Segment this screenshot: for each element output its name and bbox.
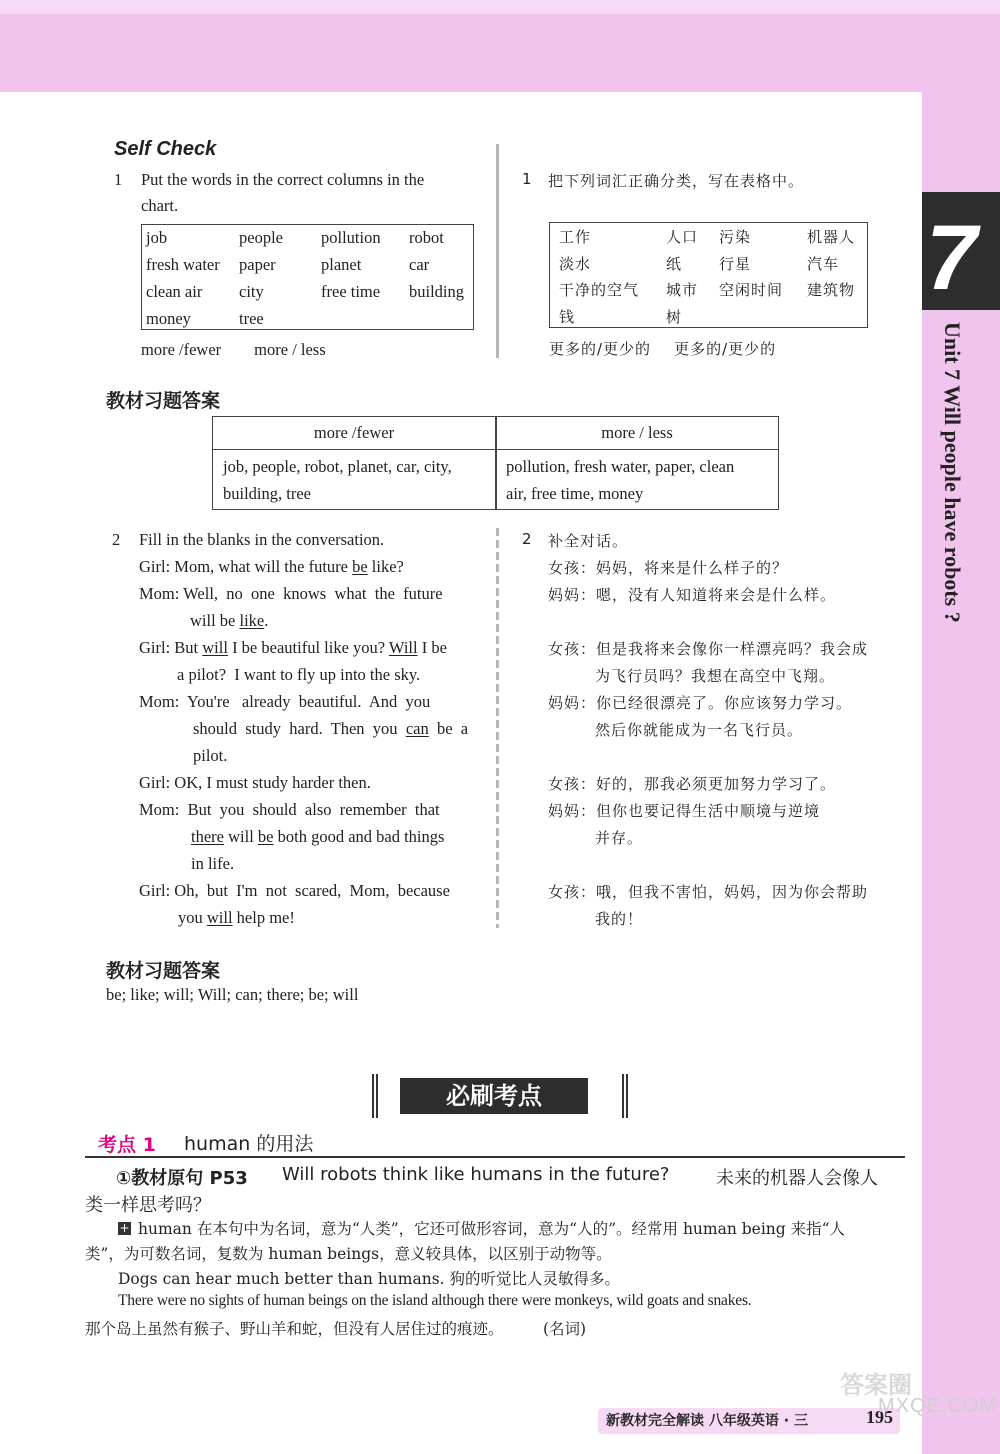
answer-table-divider [495, 417, 497, 509]
answer-heading-1: 教材习题答案 [106, 390, 221, 412]
answer-table [212, 416, 779, 510]
answer-col1-line1: job, people, robot, planet, car, city, [223, 457, 452, 476]
explanation-line1: human 在本句中为名词，意为“人类”，它还可做形容词，意为“人的”。经常用 human being 来指“人 [138, 1220, 846, 1238]
dialogue-text: Girl: But [139, 638, 203, 657]
cn-q2-instruction: 补全对话。 [548, 532, 629, 550]
cn-q1-instruction: 把下列词汇正确分类，写在表格中。 [548, 172, 805, 190]
cn-word-cell: 汽车 [807, 254, 840, 273]
word-cell: city [239, 282, 264, 301]
watermark-url: MXQE.COM [878, 1395, 998, 1417]
dialogue-text: Girl: Mom, what will the future [139, 557, 353, 576]
cn-q1-number: 1 [522, 170, 533, 188]
page-number: 195 [866, 1407, 893, 1427]
word-cell: fresh water [146, 255, 220, 274]
answer-col2-line2: air, free time, money [506, 484, 644, 503]
answer-blank: there [191, 827, 224, 846]
cn-word-cell: 淡水 [559, 254, 592, 273]
cn-word-cell: 工作 [559, 228, 592, 246]
dialogue-line [178, 908, 295, 928]
cn-word-cell: 干净的空气 [559, 281, 640, 299]
q1-instruction-line2: chart. [141, 196, 179, 215]
dialogue-line [139, 881, 450, 901]
dialogue-line [139, 638, 447, 658]
dialogue-text: both good and bad things [273, 827, 445, 846]
word-cell: car [409, 255, 430, 274]
kaodian-title: human 的用法 [184, 1133, 314, 1155]
answer-blank: will [206, 908, 233, 927]
dialogue-text: . [264, 611, 269, 630]
dialogue-text: Mom: Well, no one knows what the future [139, 584, 443, 603]
word-cell: people [239, 228, 283, 247]
source-label: ①教材原句 P53 [116, 1168, 248, 1189]
cn-word-cell: 建筑物 [807, 281, 856, 299]
answer-table-header-1: more /fewer [213, 417, 495, 450]
q2-answer: be; like; will; Will; can; there; be; will [106, 985, 359, 1004]
word-cell: pollution [321, 228, 381, 247]
dialogue-text: be a [428, 719, 469, 738]
cn-dialogue-line: 并存。 [595, 829, 644, 847]
cn-dialogue-line: 女孩：好的，那我必须更加努力学习了。 [548, 775, 837, 793]
unit-side-title-text: Unit 7 Will people have robots ? [940, 322, 965, 623]
example-2-translation: 那个岛上虽然有猴子、野山羊和蛇，但没有人居住过的痕迹。 [85, 1320, 504, 1338]
word-cell: building [409, 282, 465, 301]
cn-word-cell: 空闲时间 [719, 281, 784, 299]
cn-word-cell: 树 [666, 307, 683, 326]
answer-col2-line1: pollution, fresh water, paper, clean [506, 457, 735, 476]
source-sentence: Will robots think like humans in the future? [282, 1164, 670, 1185]
kaodian-rule [85, 1156, 905, 1158]
column-divider-top [496, 144, 499, 358]
dialogue-text: I be beautiful like you? [227, 638, 389, 657]
dialogue-text: a pilot? I want to fly up into the sky. [177, 665, 421, 684]
plus-icon: + [119, 1221, 130, 1235]
banner [372, 1074, 628, 1118]
example-2: There were no sights of human beings on the island although there were monkeys, wild goats and snakes. [118, 1292, 752, 1309]
top-band-edge [0, 0, 1000, 14]
explanation-line2: 类”，为可数名词，复数为 human beings，意义较具体，以区别于动物等。 [85, 1245, 612, 1263]
cn-dialogue-line: 妈妈：你已经很漂亮了。你应该努力学习。 [548, 694, 853, 712]
dialogue-line [139, 584, 443, 604]
dialogue-text: I be [417, 638, 447, 657]
dialogue-text: will [223, 827, 258, 846]
word-cell: planet [321, 255, 362, 274]
cn-word-cell: 城市 [666, 281, 699, 299]
source-translation-2: 类一样思考吗？ [85, 1195, 211, 1216]
dialogue-line [139, 800, 440, 820]
cn-word-cell: 行星 [719, 254, 752, 273]
footer-text: 新教材完全解读 八年级英语 · 三 [606, 1413, 808, 1429]
dialogue-text: pilot. [193, 746, 228, 765]
word-cell: free time [321, 282, 381, 301]
cn-dialogue-line: 妈妈：嗯，没有人知道将来会是什么样。 [548, 586, 837, 604]
dialogue-line [139, 692, 430, 712]
example-2-tag: (名词) [543, 1320, 587, 1338]
cn-word-cell: 机器人 [807, 228, 856, 246]
dialogue-text: Girl: Oh, but I'm not scared, Mom, because [139, 881, 450, 900]
dialogue-line [193, 719, 468, 739]
example-1: Dogs can hear much better than humans. 狗的听觉比人灵敏得多。 [118, 1270, 621, 1288]
answer-blank: can [405, 719, 429, 738]
watermark-logo: 答案圈 [840, 1372, 912, 1399]
cn-word-cell: 纸 [666, 254, 683, 273]
cn-dialogue-line: 女孩：妈妈，将来是什么样子的？ [548, 559, 789, 577]
dialogue-text: you [178, 908, 207, 927]
dialogue-line [177, 665, 420, 685]
cn-dialogue-line: 妈妈：但你也要记得生活中顺境与逆境 [548, 802, 821, 820]
dialogue-text: will be [190, 611, 240, 630]
banner-title: 必刷考点 [400, 1078, 588, 1114]
dialogue-text: Girl: OK, I must study harder then. [139, 773, 371, 792]
cn-q2-number: 2 [522, 530, 533, 548]
word-cell: paper [239, 255, 276, 274]
q2-instruction: Fill in the blanks in the conversation. [139, 530, 385, 549]
dialogue-text: Mom: But you should also remember that [139, 800, 440, 819]
dialogue-line [139, 773, 371, 793]
dialogue-text: help me! [232, 908, 295, 927]
dialogue-text: should study hard. Then you [193, 719, 406, 738]
answer-blank: be [352, 557, 368, 576]
column-divider-bottom [496, 528, 499, 928]
dialogue-line [193, 746, 227, 766]
word-cell: money [146, 309, 191, 328]
word-cell: tree [239, 309, 264, 328]
unit-number: 7 [926, 207, 978, 309]
q2-number: 2 [112, 530, 121, 549]
columns-label: more /fewer more / less [141, 340, 326, 359]
cn-word-cell: 钱 [559, 307, 576, 326]
self-check-title: Self Check [114, 138, 217, 160]
answer-blank: like [239, 611, 265, 630]
source-translation-1: 未来的机器人会像人 [716, 1168, 878, 1189]
answer-col1-line2: building, tree [223, 484, 311, 503]
cn-dialogue-line: 为飞行员吗？我想在高空中飞翔。 [595, 667, 836, 685]
cn-dialogue-line: 然后你就能成为一名飞行员。 [595, 721, 804, 739]
dialogue-text: like? [367, 557, 404, 576]
dialogue-line [191, 827, 444, 847]
answer-table-header-2: more / less [496, 417, 778, 450]
cn-dialogue-line: 女孩：哦，但我不害怕，妈妈，因为你会帮助 [548, 883, 869, 901]
cn-word-cell: 污染 [719, 228, 752, 246]
answer-blank: will [202, 638, 228, 657]
q1-instruction-line1: Put the words in the correct columns in the [141, 170, 425, 189]
q1-number: 1 [114, 170, 123, 189]
dialogue-line [191, 854, 234, 874]
cn-word-cell: 人口 [666, 228, 699, 246]
cn-dialogue-line: 女孩：但是我将来会像你一样漂亮吗？我会成 [548, 640, 869, 658]
dialogue-text: in life. [191, 854, 235, 873]
dialogue-line [139, 557, 404, 577]
answer-heading-2: 教材习题答案 [106, 960, 221, 982]
answer-blank: Will [388, 638, 418, 657]
dialogue-line [190, 611, 268, 631]
cn-columns-label: 更多的/更少的 更多的/更少的 [549, 340, 777, 358]
word-cell: robot [409, 228, 444, 247]
cn-dialogue-line: 我的！ [595, 910, 644, 928]
dialogue-text: Mom: You're already beautiful. And you [139, 692, 431, 711]
word-cell: clean air [146, 282, 203, 301]
word-cell: job [146, 228, 168, 247]
answer-blank: be [257, 827, 274, 846]
kaodian-label: 考点 1 [98, 1134, 156, 1156]
